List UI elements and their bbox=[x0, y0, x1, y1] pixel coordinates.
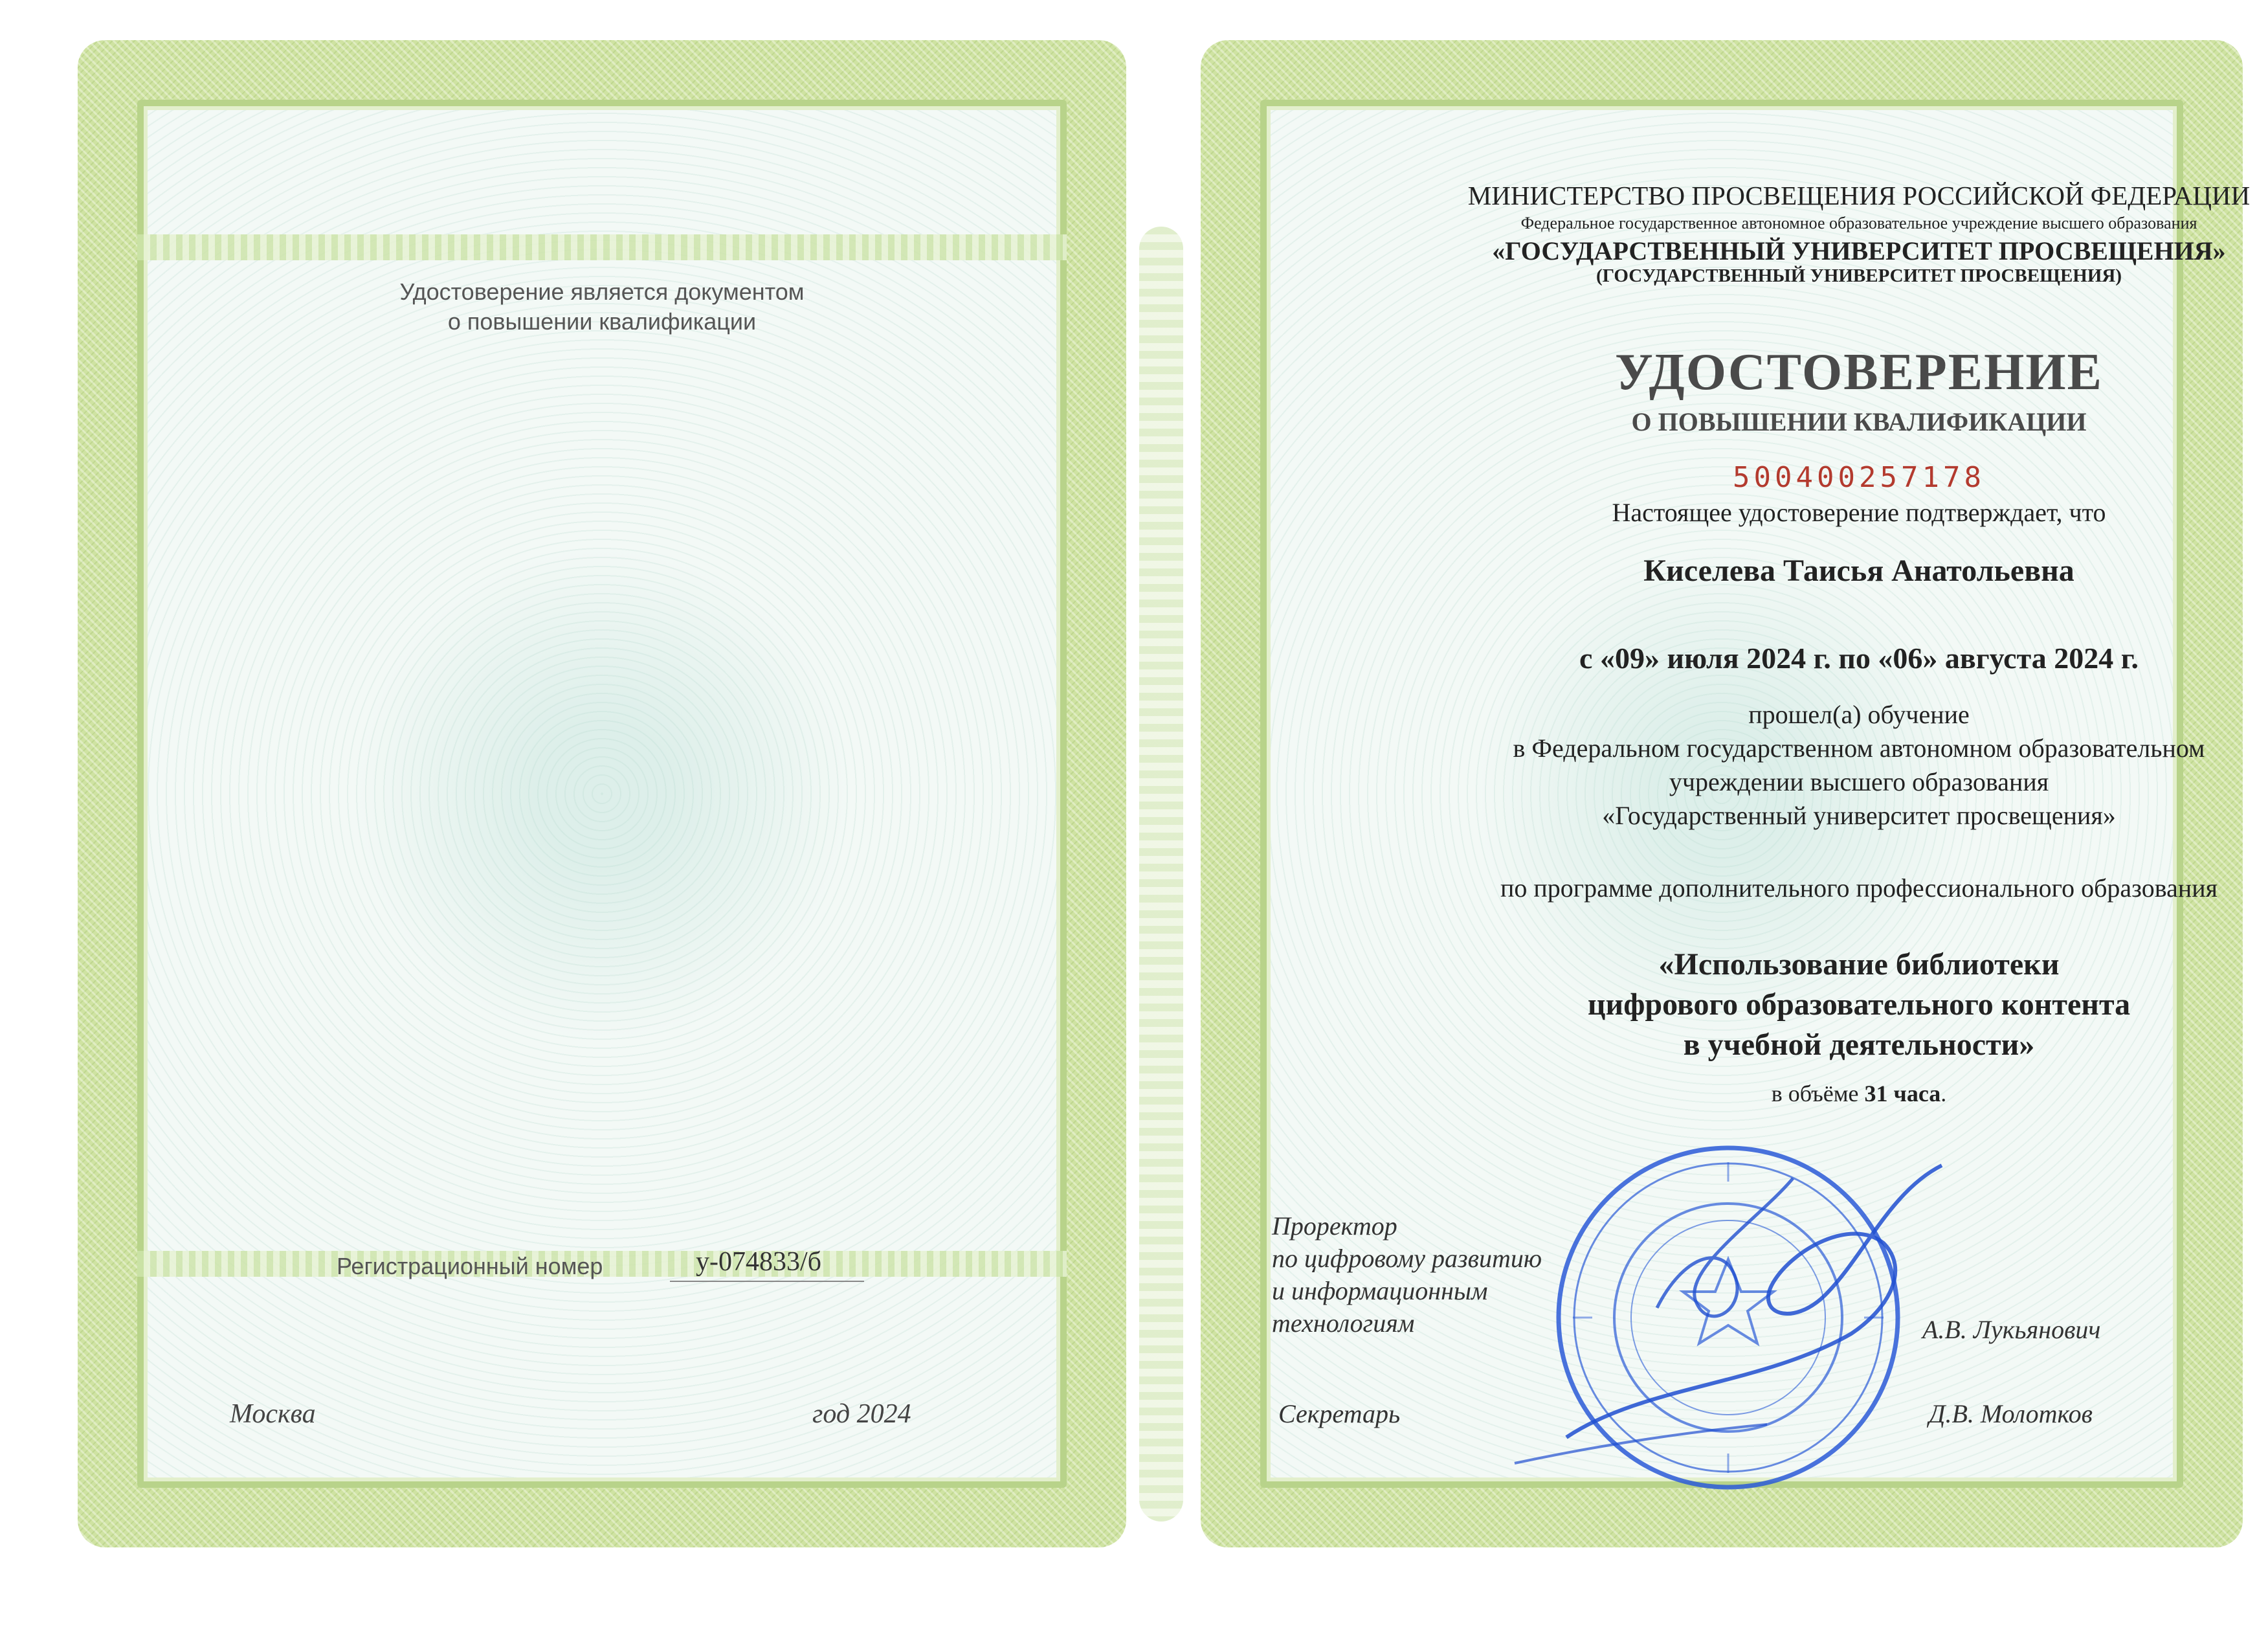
program-title-line1: «Использование библиотеки bbox=[1658, 947, 2060, 982]
certificate-serial-number: 500400257178 bbox=[1733, 461, 1985, 494]
signer1-role-line1: Проректор bbox=[1272, 1211, 1397, 1241]
left-top-ornament-band bbox=[137, 234, 1067, 260]
signer1-role-line3: и информационным bbox=[1272, 1276, 1488, 1305]
volume-value: 31 часа bbox=[1864, 1081, 1941, 1106]
document-subtitle: О ПОВЫШЕНИИ КВАЛИФИКАЦИИ bbox=[1631, 407, 2087, 436]
volume-suffix: . bbox=[1940, 1081, 1947, 1106]
registration-underline bbox=[670, 1281, 864, 1282]
signature-icon bbox=[1489, 1140, 1981, 1476]
trained-line2: в Федеральном государственном автономном образовательном bbox=[1513, 734, 2205, 763]
city: Москва bbox=[230, 1399, 316, 1429]
recipient-name: Киселева Таисья Анатольевна bbox=[1643, 554, 2074, 588]
training-period: с «09» июля 2024 г. по «06» августа 2024 г. bbox=[1579, 642, 2139, 675]
university-name-alt: (ГОСУДАРСТВЕННЫЙ УНИВЕРСИТЕТ ПРОСВЕЩЕНИЯ) bbox=[1595, 265, 2122, 286]
program-title-line3: в учебной деятельности» bbox=[1683, 1028, 2035, 1062]
registration-label: Регистрационный номер bbox=[337, 1253, 603, 1279]
program-title-line2: цифрового образовательного контента bbox=[1587, 987, 2131, 1022]
left-note-line1: Удостоверение является документом bbox=[399, 278, 805, 305]
signer2-name: Д.В. Молотков bbox=[1929, 1399, 2093, 1428]
university-name: «ГОСУДАРСТВЕННЫЙ УНИВЕРСИТЕТ ПРОСВЕЩЕНИЯ» bbox=[1492, 236, 2226, 265]
signer2-role: Секретарь bbox=[1278, 1399, 1401, 1428]
institution-type: Федеральное государственное автономное образовательное учреждение высшего образования bbox=[1520, 214, 2197, 232]
confirm-text: Настоящее удостоверение подтверждает, что bbox=[1612, 498, 2106, 527]
volume-prefix: в объёме bbox=[1771, 1081, 1859, 1106]
left-note-line2: о повышении квалификации bbox=[447, 308, 757, 335]
signer1-name: А.В. Лукьянович bbox=[1922, 1315, 2101, 1344]
certificate-left-page bbox=[78, 40, 1126, 1547]
program-intro: по программе дополнительного профессионального образования bbox=[1500, 873, 2218, 903]
document-title: УДОСТОВЕРЕНИЕ bbox=[1615, 344, 2103, 401]
program-volume bbox=[1772, 1080, 1947, 1107]
trained-line4: «Государственный университет просвещения» bbox=[1602, 801, 2116, 830]
book-spine bbox=[1139, 227, 1183, 1522]
signer1-role-line2: по цифровому развитию bbox=[1272, 1244, 1542, 1273]
trained-line3: учреждении высшего образования bbox=[1669, 767, 2049, 796]
year: год 2024 bbox=[812, 1399, 911, 1429]
trained-line1: прошел(а) обучение bbox=[1748, 700, 1970, 729]
signer1-role-line4: технологиям bbox=[1272, 1308, 1415, 1338]
ministry-title: МИНИСТЕРСТВО ПРОСВЕЩЕНИЯ РОССИЙСКОЙ ФЕДЕРАЦИИ bbox=[1467, 181, 2251, 210]
registration-number: у-074833/б bbox=[696, 1247, 822, 1277]
